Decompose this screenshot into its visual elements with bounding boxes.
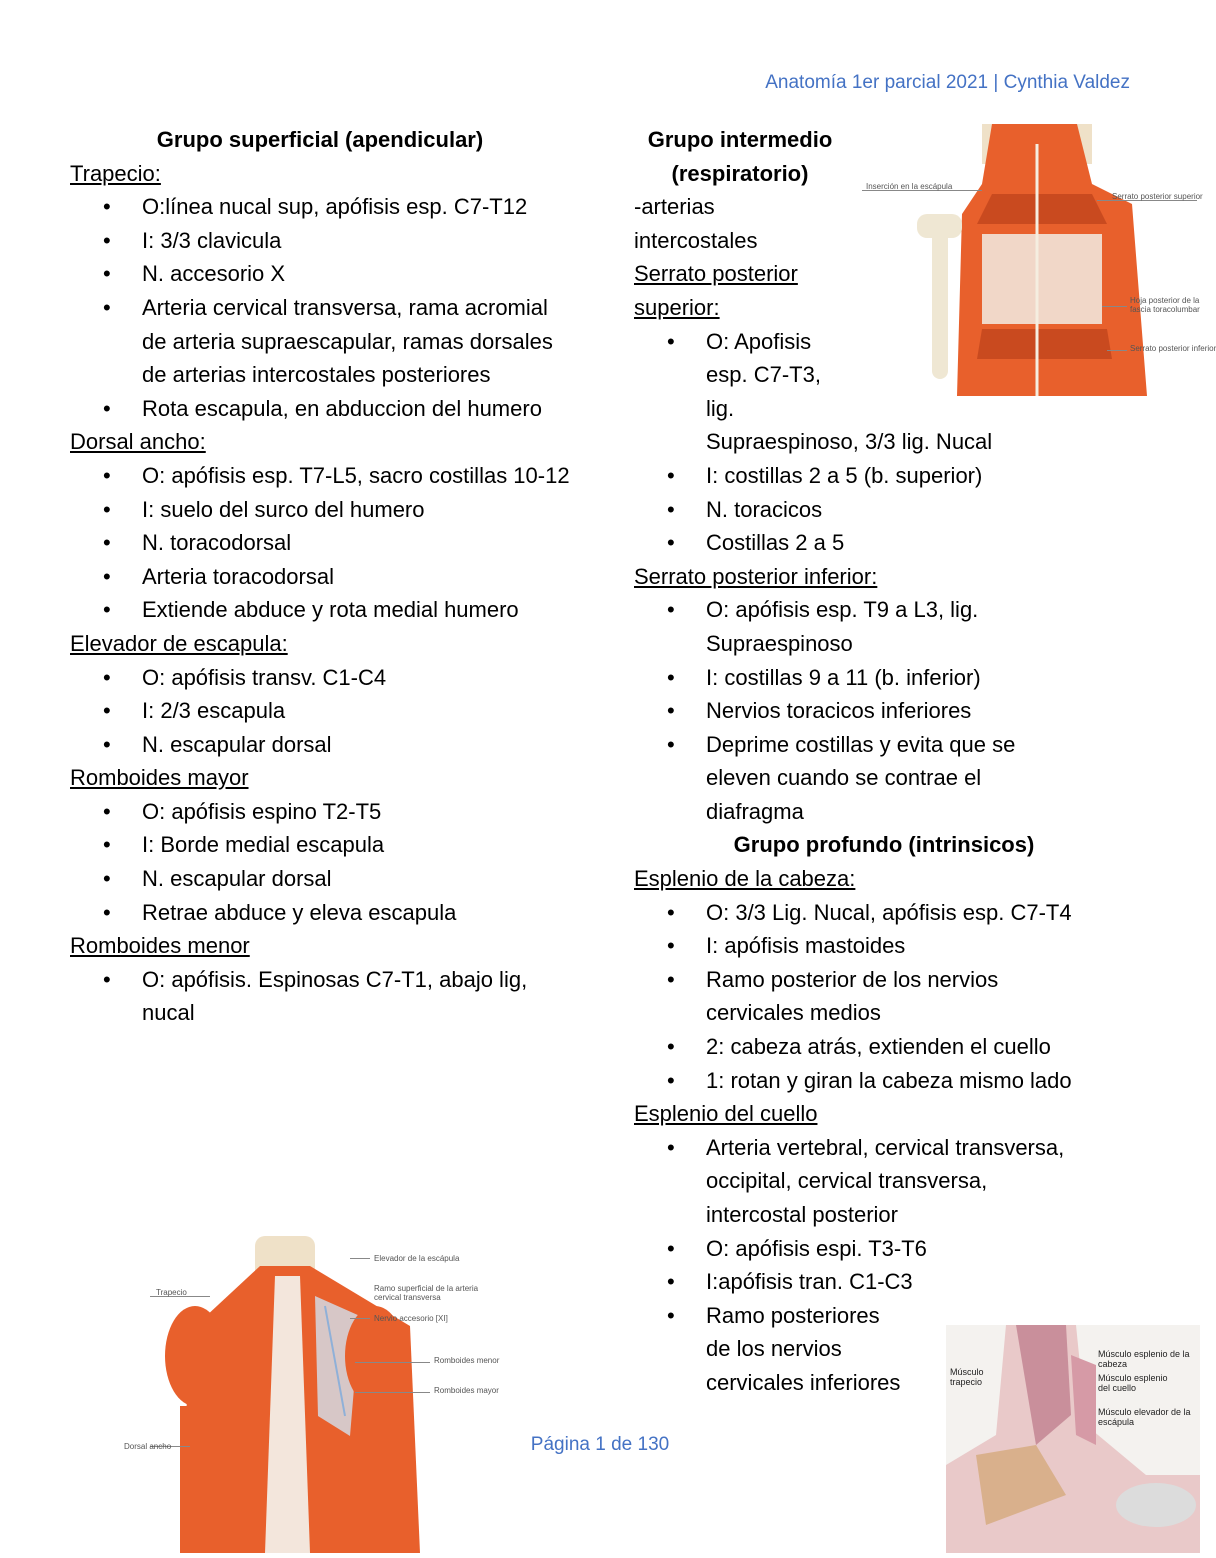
list-item: • O: apófisis. Espinosas C7-T1, abajo lig, nucal	[70, 963, 570, 1030]
list-item: • O: apófisis transv. C1-C4	[70, 661, 570, 695]
figure-label: Dorsal ancho	[124, 1442, 172, 1451]
subhead-trapecio: Trapecio:	[70, 160, 161, 186]
figure-label: Serrato posterior superior	[1112, 192, 1203, 201]
subhead-serrato-superior: Serrato posterior superior:	[634, 261, 798, 320]
list-serrato-superior	[634, 459, 1134, 560]
list-esplenio-cabeza	[634, 896, 1134, 1098]
subhead-esplenio-cuello: Esplenio del cuello	[634, 1101, 818, 1127]
list-item: • I:apófisis tran. C1-C3	[634, 1265, 1134, 1299]
list-elevador	[70, 661, 570, 762]
figure-label: Romboides menor	[434, 1356, 500, 1365]
list-item: • Extiende abduce y rota medial humero	[70, 593, 570, 627]
arterias-note: -arterias intercostales	[634, 194, 758, 253]
figure-label: Músculo esplenio de la cabeza	[1098, 1349, 1190, 1369]
list-item: • I: 3/3 clavicula	[70, 224, 570, 258]
list-item: • 1: rotan y giran la cabeza mismo lado	[634, 1064, 1134, 1098]
list-item: • O: apófisis espi. T3-T6	[634, 1232, 1134, 1266]
list-item: • I: suelo del surco del humero	[70, 493, 570, 527]
list-item: • Arteria toracodorsal	[70, 560, 570, 594]
list-item: • I: apófisis mastoides	[634, 929, 1134, 963]
figure-label: Nervio accesorio [XI]	[374, 1314, 448, 1323]
list-serrato-inferior	[634, 593, 1134, 828]
list-item: • O: apófisis esp. T9 a L3, lig. Supraespinoso	[634, 593, 1006, 660]
list-item: • Ramo posterior de los nervios cervicales medios	[634, 963, 1046, 1030]
figure-label: Inserción en la escápula	[866, 182, 953, 191]
heading-superficial: Grupo superficial (apendicular)	[156, 127, 484, 152]
figure-label: Serrato posterior inferior	[1130, 344, 1216, 353]
list-item: • I: costillas 9 a 11 (b. inferior)	[634, 661, 1134, 695]
list-item: • Rota escapula, en abduccion del humero	[70, 392, 570, 426]
list-item: • N. escapular dorsal	[70, 862, 570, 896]
list-item: • O: apófisis esp. T7-L5, sacro costillas 10-12	[70, 459, 570, 493]
subhead-esplenio-cabeza: Esplenio de la cabeza:	[634, 866, 856, 892]
list-item: • I: 2/3 escapula	[70, 694, 570, 728]
heading-profundo: Grupo profundo (intrinsicos)	[733, 832, 1035, 858]
list-item: • O:línea nucal sup, apófisis esp. C7-T12	[70, 190, 570, 224]
list-item: • O: apófisis espino T2-T5	[70, 795, 570, 829]
figure-grupo-superficial	[120, 1236, 520, 1553]
list-item: • 2: cabeza atrás, extienden el cuello	[634, 1030, 1134, 1064]
figure-label: Romboides mayor	[434, 1386, 499, 1395]
subhead-serrato-inferior: Serrato posterior inferior:	[634, 563, 878, 589]
list-item: • Ramo posteriores de los nervios cervicales inferiores	[634, 1299, 906, 1400]
list-item: • N. toracicos	[634, 493, 1134, 527]
list-item: • I: Borde medial escapula	[70, 828, 570, 862]
list-esplenio-cuello	[634, 1131, 1134, 1299]
list-item: • N. toracodorsal	[70, 526, 570, 560]
list-item-continuation: Supraespinoso, 3/3 lig. Nucal	[706, 429, 993, 455]
left-column	[70, 123, 570, 1030]
subhead-dorsal-ancho: Dorsal ancho:	[70, 429, 206, 455]
serrato-illustration	[862, 124, 1200, 396]
subhead-romboides-menor: Romboides menor	[70, 933, 250, 959]
list-item: • O: 3/3 Lig. Nucal, apófisis esp. C7-T4	[634, 896, 1134, 930]
figure-label: Ramo superficial de la arteria cervical transversa	[374, 1284, 479, 1302]
heading-intermedio: Grupo intermedio (respiratorio)	[647, 127, 833, 186]
list-item: • N. escapular dorsal	[70, 728, 570, 762]
list-item: • Deprime costillas y evita que se eleven cuando se contrae el diafragma	[634, 728, 1066, 829]
figure-label: Trapecio	[156, 1288, 187, 1297]
page-footer: Página 1 de 130	[530, 1434, 670, 1455]
figure-label: Elevador de la escápula	[374, 1254, 460, 1263]
subhead-romboides-mayor: Romboides mayor	[70, 765, 249, 791]
list-item: • Retrae abduce y eleva escapula	[70, 896, 570, 930]
list-item: • Nervios toracicos inferiores	[634, 694, 1134, 728]
list-item: • N. accesorio X	[70, 257, 570, 291]
list-romboides-menor	[70, 963, 570, 1030]
list-trapecio	[70, 190, 570, 425]
list-item: • Costillas 2 a 5	[634, 526, 1134, 560]
figure-label: Músculo esplenio del cuello	[1098, 1373, 1168, 1393]
subhead-elevador: Elevador de escapula:	[70, 630, 288, 656]
page-header: Anatomía 1er parcial 2021 | Cynthia Valdez	[765, 72, 1130, 93]
list-item: • O: Apofisis esp. C7-T3, lig.	[634, 325, 836, 426]
list-item: • I: costillas 2 a 5 (b. superior)	[634, 459, 1134, 493]
figure-serrato-posterior	[862, 124, 1216, 396]
list-item: • Arteria cervical transversa, rama acromial de arteria supraescapular, ramas dorsales de arterias intercostales posteriores	[70, 291, 570, 392]
list-romboides-mayor	[70, 795, 570, 929]
figure-label: Músculo elevador de la escápula	[1098, 1407, 1191, 1427]
figure-label: Hoja posterior de la fascia toracolumbar	[1130, 296, 1200, 314]
figure-label: Músculo trapecio	[950, 1367, 984, 1387]
list-dorsal-ancho	[70, 459, 570, 627]
list-item: • Arteria vertebral, cervical transversa, occipital, cervical transversa, intercostal posterior	[634, 1131, 1066, 1232]
